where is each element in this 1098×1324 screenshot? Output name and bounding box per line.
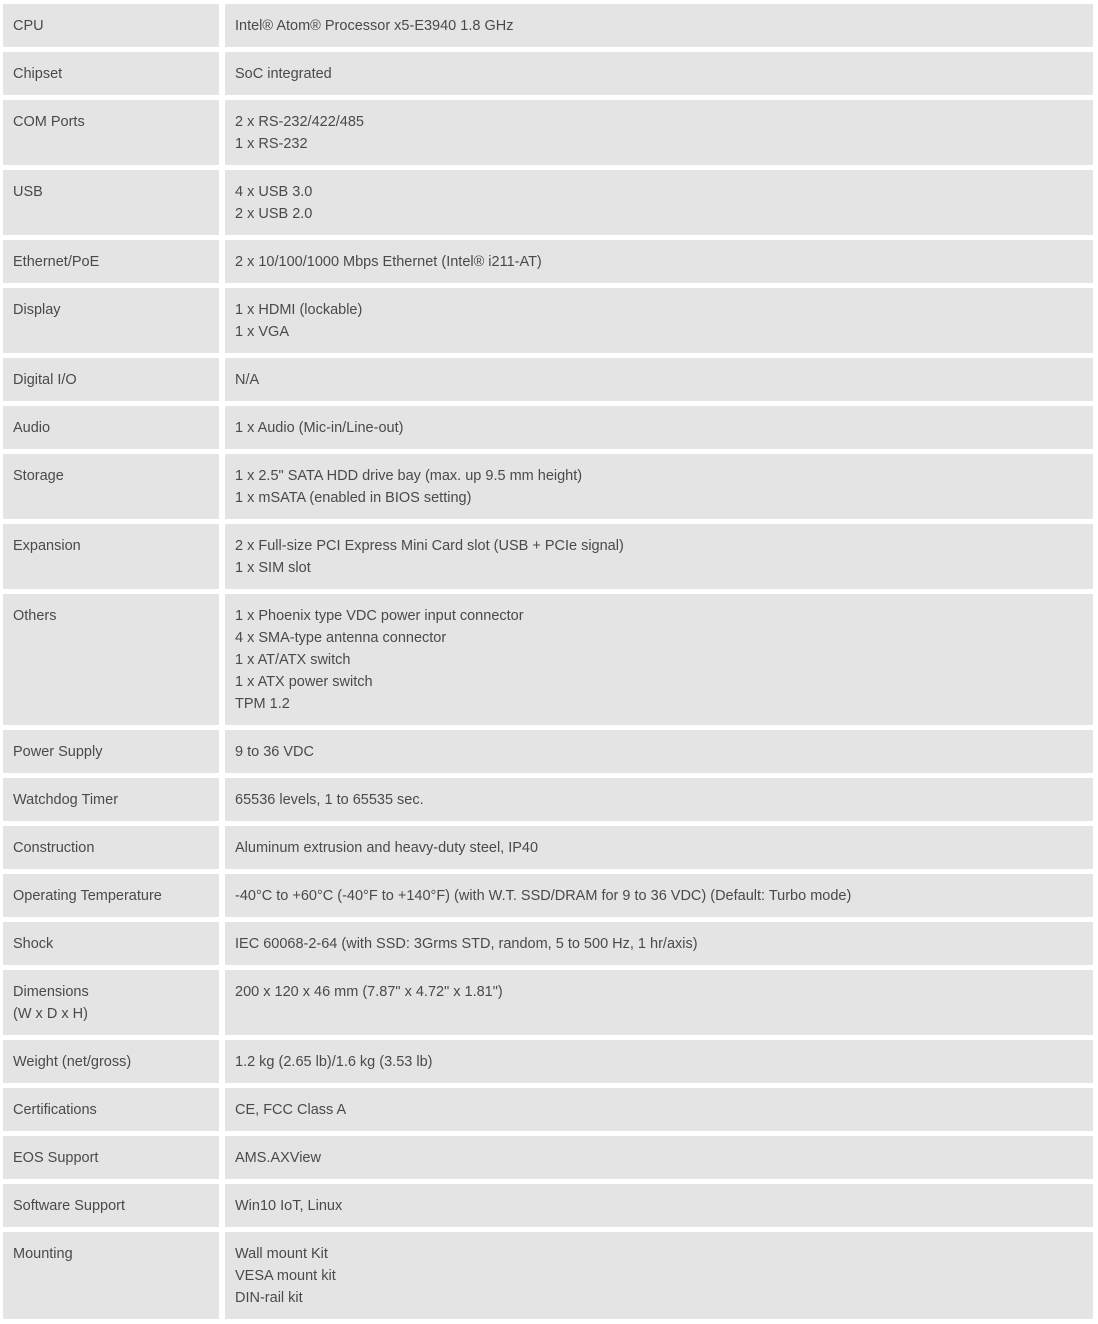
spec-value [225, 970, 1093, 1035]
spec-label [3, 1136, 219, 1179]
spec-value-line: Wall mount Kit [235, 1246, 328, 1262]
spec-row [3, 454, 1093, 519]
spec-label-text: Power Supply [13, 744, 103, 760]
spec-value-line: 2 x Full-size PCI Express Mini Card slot (USB + PCIe signal) [235, 538, 624, 554]
spec-value [225, 454, 1093, 519]
spec-label [3, 1232, 219, 1319]
spec-row [3, 4, 1093, 47]
spec-value-line: AMS.AXView [235, 1150, 321, 1166]
spec-row [3, 594, 1093, 725]
spec-row [3, 922, 1093, 965]
spec-row [3, 1040, 1093, 1083]
spec-label-text: Operating Temperature [13, 888, 162, 904]
spec-label-text: Expansion [13, 538, 81, 554]
spec-value [225, 358, 1093, 401]
spec-value-line: 1.2 kg (2.65 lb)/1.6 kg (3.53 lb) [235, 1054, 433, 1070]
spec-value [225, 826, 1093, 869]
spec-row [3, 406, 1093, 449]
spec-label [3, 170, 219, 235]
spec-value-line: 1 x 2.5" SATA HDD drive bay (max. up 9.5 mm height) [235, 468, 583, 484]
spec-label [3, 358, 219, 401]
spec-row [3, 524, 1093, 589]
spec-label-text: COM Ports [13, 114, 85, 130]
spec-label-text: Others [13, 608, 57, 624]
spec-value-line: Win10 IoT, Linux [235, 1198, 343, 1214]
spec-label [3, 1040, 219, 1083]
spec-row [3, 874, 1093, 917]
spec-label-text: Ethernet/PoE [13, 254, 100, 270]
spec-value-line: 1 x VGA [235, 324, 289, 340]
spec-value [225, 1184, 1093, 1227]
spec-row [3, 1184, 1093, 1227]
spec-value-line: 9 to 36 VDC [235, 744, 314, 760]
spec-value [225, 594, 1093, 725]
spec-row [3, 1232, 1093, 1319]
spec-value-line: 1 x Phoenix type VDC power input connector [235, 608, 524, 624]
spec-value-line: 1 x SIM slot [235, 560, 311, 576]
spec-row [3, 1088, 1093, 1131]
spec-label [3, 730, 219, 773]
spec-value-line: 200 x 120 x 46 mm (7.87" x 4.72" x 1.81") [235, 984, 503, 1000]
spec-label-text: Audio [13, 420, 51, 436]
spec-value [225, 1088, 1093, 1131]
spec-label [3, 406, 219, 449]
spec-value [225, 52, 1093, 95]
spec-label [3, 524, 219, 589]
spec-value-line: CE, FCC Class A [235, 1102, 347, 1118]
spec-value [225, 524, 1093, 589]
spec-label [3, 454, 219, 519]
spec-value-line: DIN-rail kit [235, 1290, 303, 1306]
spec-value [225, 874, 1093, 917]
spec-label-text: Digital I/O [13, 372, 77, 388]
spec-label [3, 594, 219, 725]
spec-value-line: IEC 60068-2-64 (with SSD: 3Grms STD, random, 5 to 500 Hz, 1 hr/axis) [235, 936, 698, 952]
spec-label-text: Shock [13, 936, 54, 952]
spec-label-text: Storage [13, 468, 64, 484]
spec-row [3, 970, 1093, 1035]
spec-value-line: 2 x 10/100/1000 Mbps Ethernet (Intel® i211-AT) [235, 254, 542, 270]
spec-value-line: SoC integrated [235, 66, 332, 82]
spec-row [3, 288, 1093, 353]
spec-label-text: Weight (net/gross) [13, 1054, 132, 1070]
spec-value [225, 100, 1093, 165]
spec-value-line: Intel® Atom® Processor x5-E3940 1.8 GHz [235, 18, 514, 34]
spec-row [3, 52, 1093, 95]
spec-value-line: 1 x Audio (Mic-in/Line-out) [235, 420, 404, 436]
spec-value-line: 4 x USB 3.0 [235, 184, 313, 200]
spec-row [3, 826, 1093, 869]
spec-value-line: VESA mount kit [235, 1268, 336, 1284]
spec-value-line: 65536 levels, 1 to 65535 sec. [235, 792, 424, 808]
spec-table [3, 4, 1093, 1324]
spec-value [225, 170, 1093, 235]
spec-label [3, 826, 219, 869]
spec-value-line: TPM 1.2 [235, 696, 290, 712]
spec-value [225, 730, 1093, 773]
spec-label-text: Certifications [13, 1102, 97, 1118]
spec-label-text: Construction [13, 840, 95, 856]
spec-value-line: -40°C to +60°C (-40°F to +140°F) (with W.T. SSD/DRAM for 9 to 36 VDC) (Default: Turbo mode) [235, 888, 852, 904]
spec-value-line: 1 x RS-232 [235, 136, 308, 152]
spec-label [3, 970, 219, 1035]
spec-label-line: Dimensions [13, 984, 89, 1000]
spec-row [3, 1136, 1093, 1179]
spec-value [225, 922, 1093, 965]
spec-value-line: 1 x HDMI (lockable) [235, 302, 363, 318]
spec-label-line: (W x D x H) [13, 1006, 88, 1022]
spec-label-text: Mounting [13, 1246, 73, 1262]
spec-row [3, 170, 1093, 235]
spec-row [3, 240, 1093, 283]
spec-row [3, 778, 1093, 821]
spec-value [225, 778, 1093, 821]
spec-label [3, 874, 219, 917]
spec-value-line: 2 x RS-232/422/485 [235, 114, 364, 130]
spec-value [225, 1040, 1093, 1083]
spec-value [225, 406, 1093, 449]
spec-row [3, 730, 1093, 773]
spec-label-text: Chipset [13, 66, 63, 82]
spec-value-line: Aluminum extrusion and heavy-duty steel, IP40 [235, 840, 539, 856]
spec-label-text: Watchdog Timer [13, 792, 119, 808]
spec-label [3, 1088, 219, 1131]
spec-label [3, 1184, 219, 1227]
spec-value-line: 2 x USB 2.0 [235, 206, 313, 222]
spec-value [225, 288, 1093, 353]
spec-value-line: 4 x SMA-type antenna connector [235, 630, 447, 646]
spec-label [3, 52, 219, 95]
spec-label [3, 922, 219, 965]
spec-label [3, 778, 219, 821]
spec-label-text: CPU [13, 18, 44, 34]
spec-label-text: EOS Support [13, 1150, 99, 1166]
spec-row [3, 100, 1093, 165]
spec-value [225, 1136, 1093, 1179]
spec-row [3, 358, 1093, 401]
spec-label [3, 4, 219, 47]
spec-label-text: Display [13, 302, 61, 318]
spec-value-line: 1 x ATX power switch [235, 674, 373, 690]
spec-label [3, 240, 219, 283]
spec-value-line: 1 x mSATA (enabled in BIOS setting) [235, 490, 472, 506]
spec-value [225, 240, 1093, 283]
spec-value-line: N/A [235, 372, 260, 388]
spec-label [3, 100, 219, 165]
spec-value [225, 1232, 1093, 1319]
spec-label [3, 288, 219, 353]
spec-label-text: Software Support [13, 1198, 126, 1214]
spec-value [225, 4, 1093, 47]
spec-value-line: 1 x AT/ATX switch [235, 652, 351, 668]
spec-label-text: USB [13, 184, 43, 200]
